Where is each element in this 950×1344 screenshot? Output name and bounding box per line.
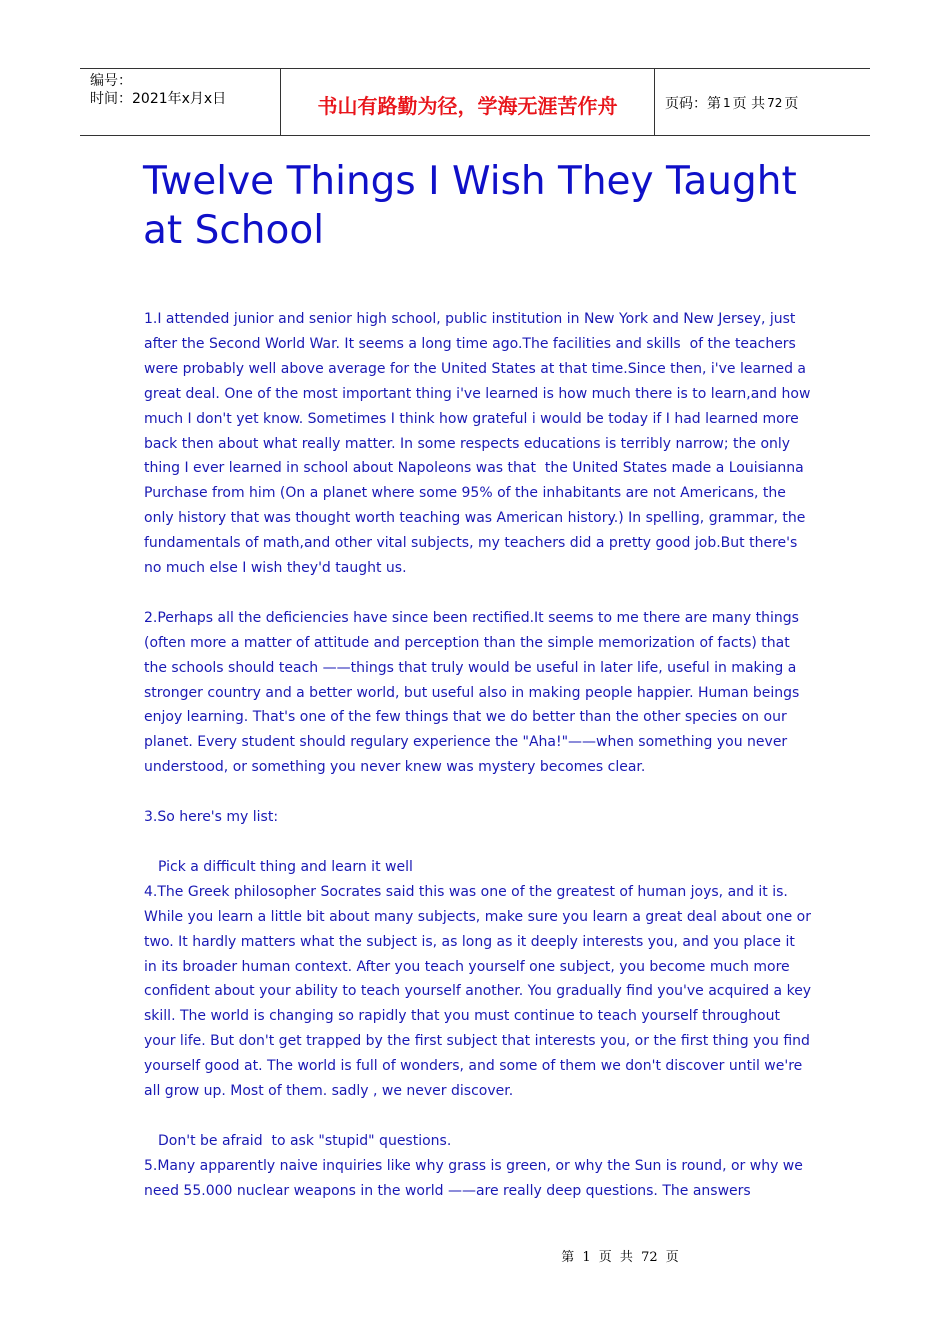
subheading-1: Pick a difficult thing and learn it well [158, 858, 413, 875]
document-title: Twelve Things I Wish They Taught at School [143, 159, 797, 253]
paragraph-3: 3.So here's my list: [144, 809, 279, 826]
page-mid: 页 共 [732, 95, 766, 112]
header-page-cell [655, 69, 870, 135]
document-header-table [80, 68, 870, 136]
page-footer [0, 1246, 950, 1265]
page-prefix: 页码：第 [665, 95, 721, 112]
page-total: 72 [767, 95, 783, 110]
article-body [144, 307, 816, 1204]
subheading-2: Don't be afraid to ask "stupid" questions. [158, 1132, 452, 1149]
paragraph-5: 5.Many apparently naive inquiries like why grass is green, or why the Sun is round, or why we need 55.000 nuclear weapons in the world ——are really deep questions. The answers [144, 1157, 808, 1199]
page-suffix: 页 [784, 95, 799, 112]
footer-prefix: 第 [561, 1250, 575, 1265]
header-motto-cell [281, 69, 655, 135]
paragraph-1: 1.I attended junior and senior high school, public institution in New York and New Jersey, just after the Second World War. It seems a long time ago.The facilities and skills of the teachers were probably well above average for the United States at that time.Since then, i've learned a great deal. One of the most important thing i've learned is how much there is to learn,and how much I don't yet know. Sometimes I think how grateful i would be today if I had learned more back then about what really matter. In some respects educations is terribly narrow; the only thing I ever learned in school about Napoleons was that the United States made a Louisianna Purchase from him (On a planet where some 95% of the inhabitants are not Americans, the only history that was thought worth teaching was American history.) In spelling, grammar, the fundamentals of math,and other vital subjects, my teachers did a pretty good job.But there's no much else I wish they'd taught us. [144, 311, 815, 577]
header-meta-cell [80, 69, 281, 135]
paragraph-2: 2.Perhaps all the deficiencies have since been rectified.It seems to me there are many things (often more a matter of attitude and perception than the simple memorization of facts) that the schools should teach ——things that truly would be useful in later life, useful in making a stronger country and a better world, but useful also in making people happier. Human beings enjoy learning. That's one of the few things that we do better than the other species on our planet. Every student should regulary experience the "Aha!"——when something you never understood, or something you never knew was mystery becomes clear. [144, 609, 804, 776]
footer-page-total: 72 [641, 1250, 658, 1265]
date-label: 时间：2021年x月x日 [90, 91, 227, 107]
paragraph-4: 4.The Greek philosopher Socrates said this was one of the greatest of human joys, and it is. While you learn a little bit about many subjects, make sure you learn a great deal about one or two. It hardly matters what the subject is, as long as it deeply interests you, and you place it in its broader human context. After you teach yourself one subject, you become much more confident about your ability to teach yourself another. You gradually find you've acquired a key skill. The world is changing so rapidly that you must continue to teach yourself throughout your life. But don't get trapped by the first subject that interests you, or the first thing you find yourself good at. The world is full of wonders, and some of them we don't discover until we're all grow up. Most of them. sadly , we never discover. [144, 883, 816, 1100]
page-current: 1 [723, 95, 731, 110]
motto-text: 书山有路勤为径，学海无涯苦作舟 [317, 93, 618, 118]
number-label: 编号： [90, 73, 132, 89]
footer-suffix: 页 [665, 1250, 679, 1265]
footer-page-current: 1 [582, 1250, 591, 1265]
footer-mid: 页 共 [598, 1250, 633, 1265]
